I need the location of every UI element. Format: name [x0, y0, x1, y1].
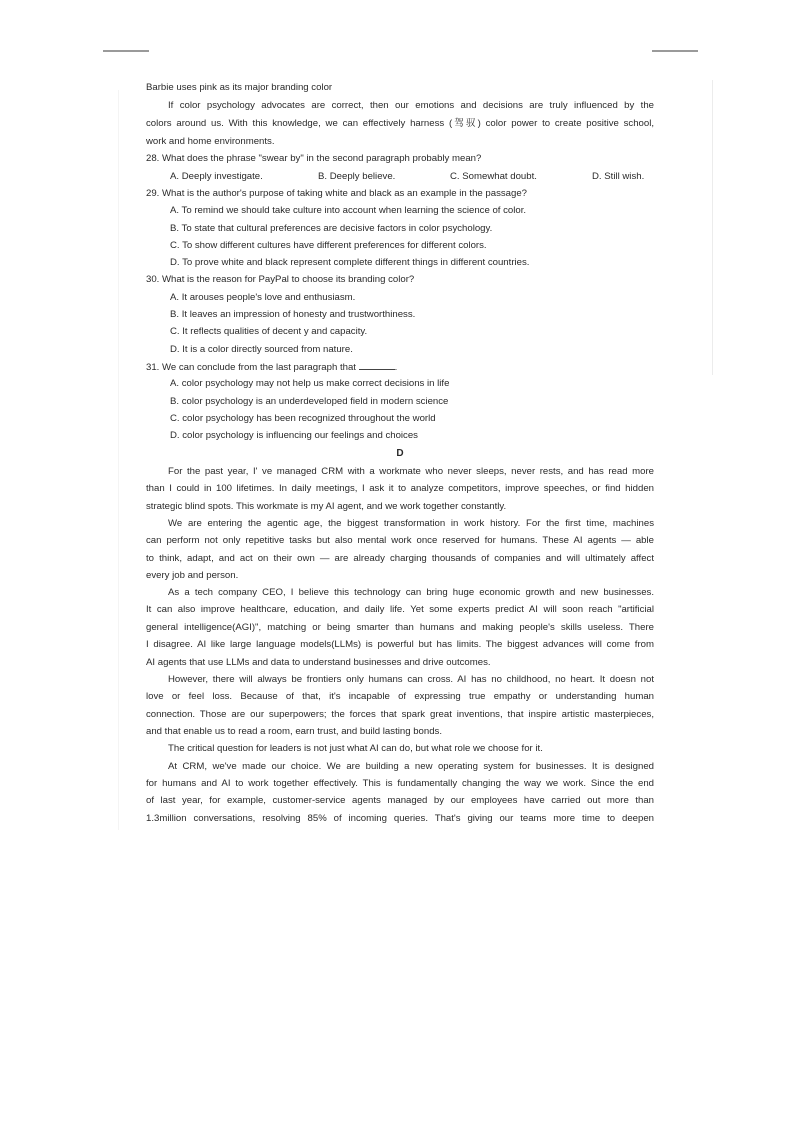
- passage-d-p2-line: to think, adapt, and act on their own — are already charging thousands of companies and will ultimately affect: [146, 553, 654, 564]
- passage-d-p1-line: than I could in 100 lifetimes. In daily meetings, I ask it to analyze competitors, improve speeches, or find hidden: [146, 483, 654, 494]
- question-30-option-d: D. It is a color directly sourced from nature.: [170, 344, 353, 355]
- question-28-option-b: B. Deeply believe.: [318, 171, 396, 182]
- question-28-stem: 28. What does the phrase "swear by" in the second paragraph probably mean?: [146, 153, 482, 164]
- question-29-option-d: D. To prove white and black represent complete different things in different countries.: [170, 257, 530, 268]
- passage-c-paragraph-line: colors around us. With this knowledge, we can effectively harness (驾驭) color power to create positive school,: [146, 118, 654, 129]
- passage-d-p3-line: It can also improve healthcare, education, and daily life. Yet some experts predict AI will soon reach "artificial: [146, 604, 654, 615]
- passage-d-p6-line: 1.3million conversations, resolving 85% of incoming queries. That's giving our teams more time to deepen: [146, 813, 654, 824]
- top-left-crop-mark: [103, 50, 149, 52]
- question-28-option-a: A. Deeply investigate.: [170, 171, 263, 182]
- passage-d-p2-line: every job and person.: [146, 570, 239, 581]
- passage-d-p3-line: I disagree. AI like large language models(LLMs) is powerful but has limits. The biggest advances will come from: [146, 639, 654, 650]
- question-29-option-a: A. To remind we should take culture into account when learning the science of color.: [170, 205, 527, 216]
- passage-d-p6-line: of last year, for example, customer-service agents managed by our employees have carried out more than: [146, 795, 654, 806]
- question-29-option-c: C. To show different cultures have different preferences for different colors.: [170, 240, 487, 251]
- passage-d-p3-line: AI agents that use LLMs and data to understand businesses and drive outcomes.: [146, 657, 491, 668]
- passage-d-p4-line: and that enable us to read a room, earn trust, and build lasting bonds.: [146, 726, 443, 737]
- passage-d-p1-line: strategic blind spots. This workmate is my AI agent, and we work together constantly.: [146, 501, 507, 512]
- passage-d-p4-line: connection. Those are our superpowers; the forces that spark great inventions, that inspire artistic masterpieces,: [146, 709, 654, 720]
- top-right-crop-mark: [652, 50, 698, 52]
- passage-d-p5-line: The critical question for leaders is not just what AI can do, but what role we choose for it.: [168, 743, 543, 754]
- scan-edge-left: [118, 90, 119, 830]
- question-30-option-b: B. It leaves an impression of honesty and trustworthiness.: [170, 309, 416, 320]
- question-31-option-c: C. color psychology has been recognized throughout the world: [170, 413, 436, 424]
- question-31-stem-end: .: [394, 362, 398, 373]
- question-30-option-a: A. It arouses people's love and enthusiasm.: [170, 292, 356, 303]
- passage-d-p3-line: As a tech company CEO, I believe this technology can bring huge economic growth and new businesses.: [168, 587, 654, 598]
- question-31-option-b: B. color psychology is an underdeveloped field in modern science: [170, 396, 449, 407]
- passage-d-p1-line: For the past year, I' ve managed CRM with a workmate who never sleeps, never rests, and has read more: [168, 466, 654, 477]
- question-31-stem-text: 31. We can conclude from the last paragraph that: [146, 362, 356, 373]
- question-28-option-d: D. Still wish.: [592, 171, 645, 182]
- question-29-option-b: B. To state that cultural preferences are decisive factors in color psychology.: [170, 223, 493, 234]
- question-29-stem: 29. What is the author's purpose of taking white and black as an example in the passage?: [146, 188, 528, 199]
- question-28-option-c: C. Somewhat doubt.: [450, 171, 537, 182]
- passage-c-paragraph-line: work and home environments.: [146, 136, 275, 147]
- passage-d-p3-line: general intelligence(AGI)", matching or being smarter than humans and making people's skills useless. There: [146, 622, 654, 633]
- passage-d-heading: D: [396, 448, 404, 459]
- answer-blank: [359, 361, 395, 370]
- question-30-stem: 30. What is the reason for PayPal to choose its branding color?: [146, 274, 415, 285]
- passage-d-p2-line: We are entering the agentic age, the biggest transformation in work history. For the first time, machines: [168, 518, 654, 529]
- scan-edge-right: [712, 80, 713, 375]
- passage-d-p4-line: However, there will always be frontiers only humans can cross. AI has no childhood, no heart. It doesn not: [168, 674, 654, 685]
- passage-c-last-line: Barbie uses pink as its major branding color: [146, 82, 333, 93]
- question-28-options: [170, 171, 654, 183]
- question-31-option-a: A. color psychology may not help us make correct decisions in life: [170, 378, 450, 389]
- passage-d-p2-line: can perform not only repetitive tasks but also mental work once reserved for humans. These AI agents — able: [146, 535, 654, 546]
- passage-d-p6-line: At CRM, we've made our choice. We are building a new operating system for businesses. It is designed: [168, 761, 654, 772]
- question-31-stem: [146, 361, 397, 373]
- question-30-option-c: C. It reflects qualities of decent y and capacity.: [170, 326, 368, 337]
- question-31-option-d: D. color psychology is influencing our feelings and choices: [170, 430, 418, 441]
- passage-d-p6-line: for humans and AI to work together effectively. This is fundamentally changing the way we work. Since the end: [146, 778, 654, 789]
- passage-d-p4-line: love or feel loss. Because of that, it's incapable of expressing true empathy or understanding human: [146, 691, 654, 702]
- passage-c-paragraph-line: If color psychology advocates are correct, then our emotions and decisions are truly influenced by the: [168, 100, 654, 111]
